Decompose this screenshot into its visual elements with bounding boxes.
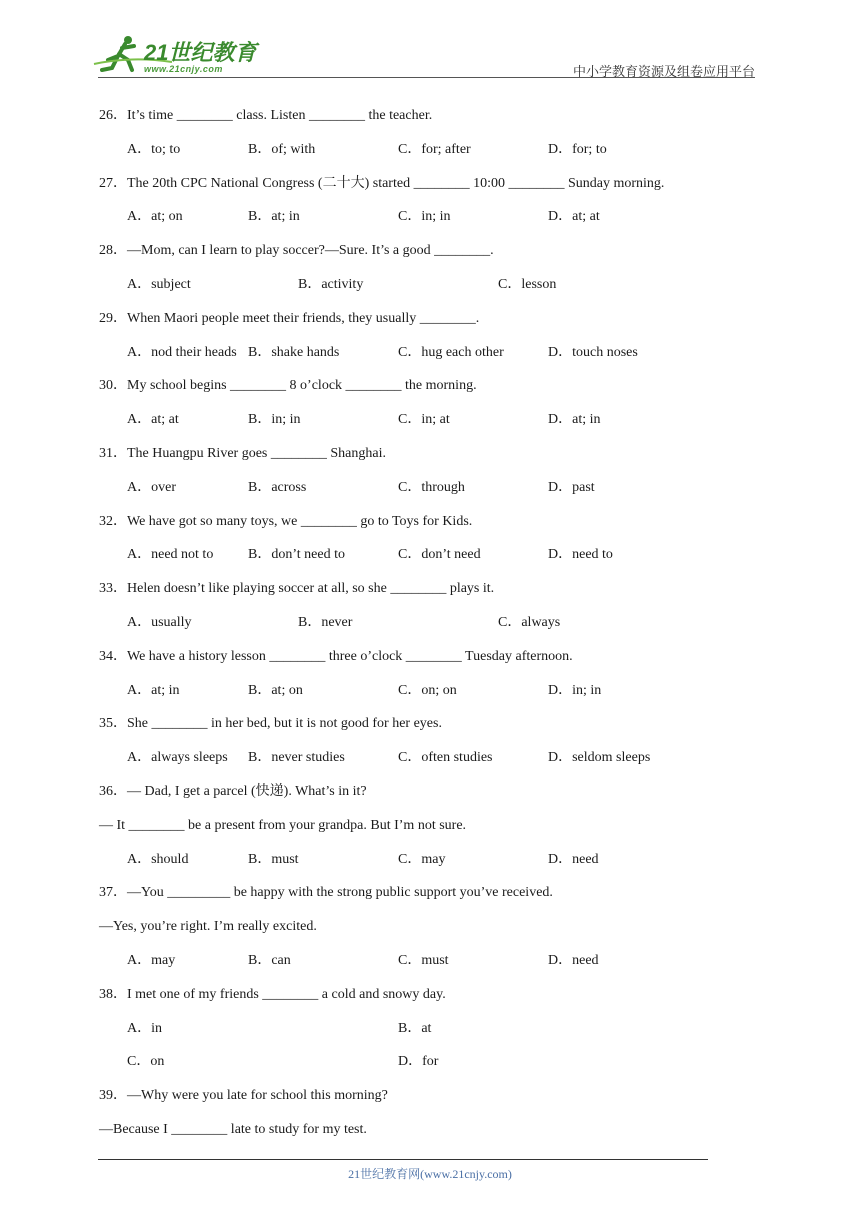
answer-option: B．must [248,851,299,867]
question-stem: 34．We have a history lesson ________ three o’clock ________ Tuesday afternoon. [99,648,573,664]
answer-option: B．in; in [248,412,301,428]
answer-option: B．shake hands [248,344,340,360]
answer-option: B．at [398,1020,432,1036]
answer-option: C．on; on [398,682,457,698]
answer-option: B．across [248,479,307,495]
answer-option: B．never studies [248,750,345,766]
answer-option: A．should [127,851,189,867]
answer-option: B．activity [298,277,364,292]
answer-option: A．nod their heads [127,344,237,360]
answer-option: A．in [127,1020,162,1036]
answer-option: A．need not to [127,547,214,563]
answer-option: D．for [398,1054,439,1070]
platform-title: 中小学教育资源及组卷应用平台 [572,65,755,80]
answer-option: B．at; in [248,209,300,225]
answer-option: C．often studies [398,750,493,766]
answer-option: B．of; with [248,141,316,157]
question-stem: 35．She ________ in her bed, but it is not good for her eyes. [99,716,442,732]
question-stem: 27．The 20th CPC National Congress (二十大) started ________ 10:00 ________ Sunday morning. [99,175,665,191]
question-reply: —Because I ________ late to study for my test. [99,1122,367,1137]
answer-option: D．at; in [548,412,601,428]
question-reply: —Yes, you’re right. I’m really excited. [99,919,317,935]
answer-option: A．may [127,953,176,968]
question-stem: 39．—Why were you late for school this morning? [99,1088,388,1104]
question-stem: 36．— Dad, I get a parcel (快递). What’s in it? [99,784,367,799]
answer-option: A．at; in [127,682,180,698]
answer-option: C．always [498,615,561,630]
answer-option: B．can [248,953,291,968]
answer-option: D．need to [548,547,613,563]
question-stem: 28．—Mom, can I learn to play soccer?—Sure. It’s a good ________. [99,243,494,259]
answer-option: C．on [127,1054,165,1070]
question-reply: — It ________ be a present from your grandpa. But I’m not sure. [99,817,467,833]
answer-option: A．to; to [127,141,181,157]
footer-source: 21世纪教育网(www.21cnjy.com) [348,1167,512,1181]
answer-option: A．over [127,479,176,495]
question-stem: 33．Helen doesn’t like playing soccer at all, so she ________ plays it. [99,581,495,597]
answer-option: D．seldom sleeps [548,750,651,766]
question-stem: 26．It’s time ________ class. Listen ________ the teacher. [99,108,433,123]
answer-option: C．must [398,953,449,968]
answer-option: C．in; in [398,209,451,225]
answer-option: A．always sleeps [127,750,228,766]
question-stem: 37．—You _________ be happy with the strong public support you’ve received. [99,885,553,901]
answer-option: C．lesson [498,277,557,292]
answer-option: A．at; on [127,209,183,225]
footer-divider [98,1159,708,1160]
answer-option: D．touch noses [548,344,638,360]
answer-option: C．may [398,851,446,867]
answer-option: D．at; at [548,209,600,225]
question-stem: 32．We have got so many toys, we ________ go to Toys for Kids. [99,513,473,529]
answer-option: D．for; to [548,141,607,157]
answer-option: C．in; at [398,412,450,428]
answer-option: A．subject [127,277,191,292]
answer-option: D．need [548,953,599,968]
question-stem: 31．The Huangpu River goes ________ Shanghai. [99,446,386,461]
question-stem: 30．My school begins ________ 8 o’clock ________ the morning. [99,378,477,394]
answer-option: B．at; on [248,682,303,698]
answer-option: D．in; in [548,682,602,698]
answer-option: D．past [548,479,595,495]
answer-option: C．for; after [398,141,471,157]
answer-option: B．never [298,615,353,630]
answer-option: A．at; at [127,412,179,428]
page-header [0,0,860,80]
answer-option: D．need [548,851,599,867]
header-divider [98,77,755,78]
question-stem: 38．I met one of my friends ________ a cold and snowy day. [99,986,446,1002]
question-stem: 29．When Maori people meet their friends, they usually ________. [99,310,480,326]
answer-option: C．through [398,479,465,495]
answer-option: B．don’t need to [248,547,345,563]
answer-option: C．hug each other [398,344,504,360]
answer-option: A．usually [127,615,192,630]
logo-url: www.21cnjy.com [144,64,223,74]
logo-text: 21世纪教育 [144,40,257,65]
answer-option: C．don’t need [398,547,481,563]
